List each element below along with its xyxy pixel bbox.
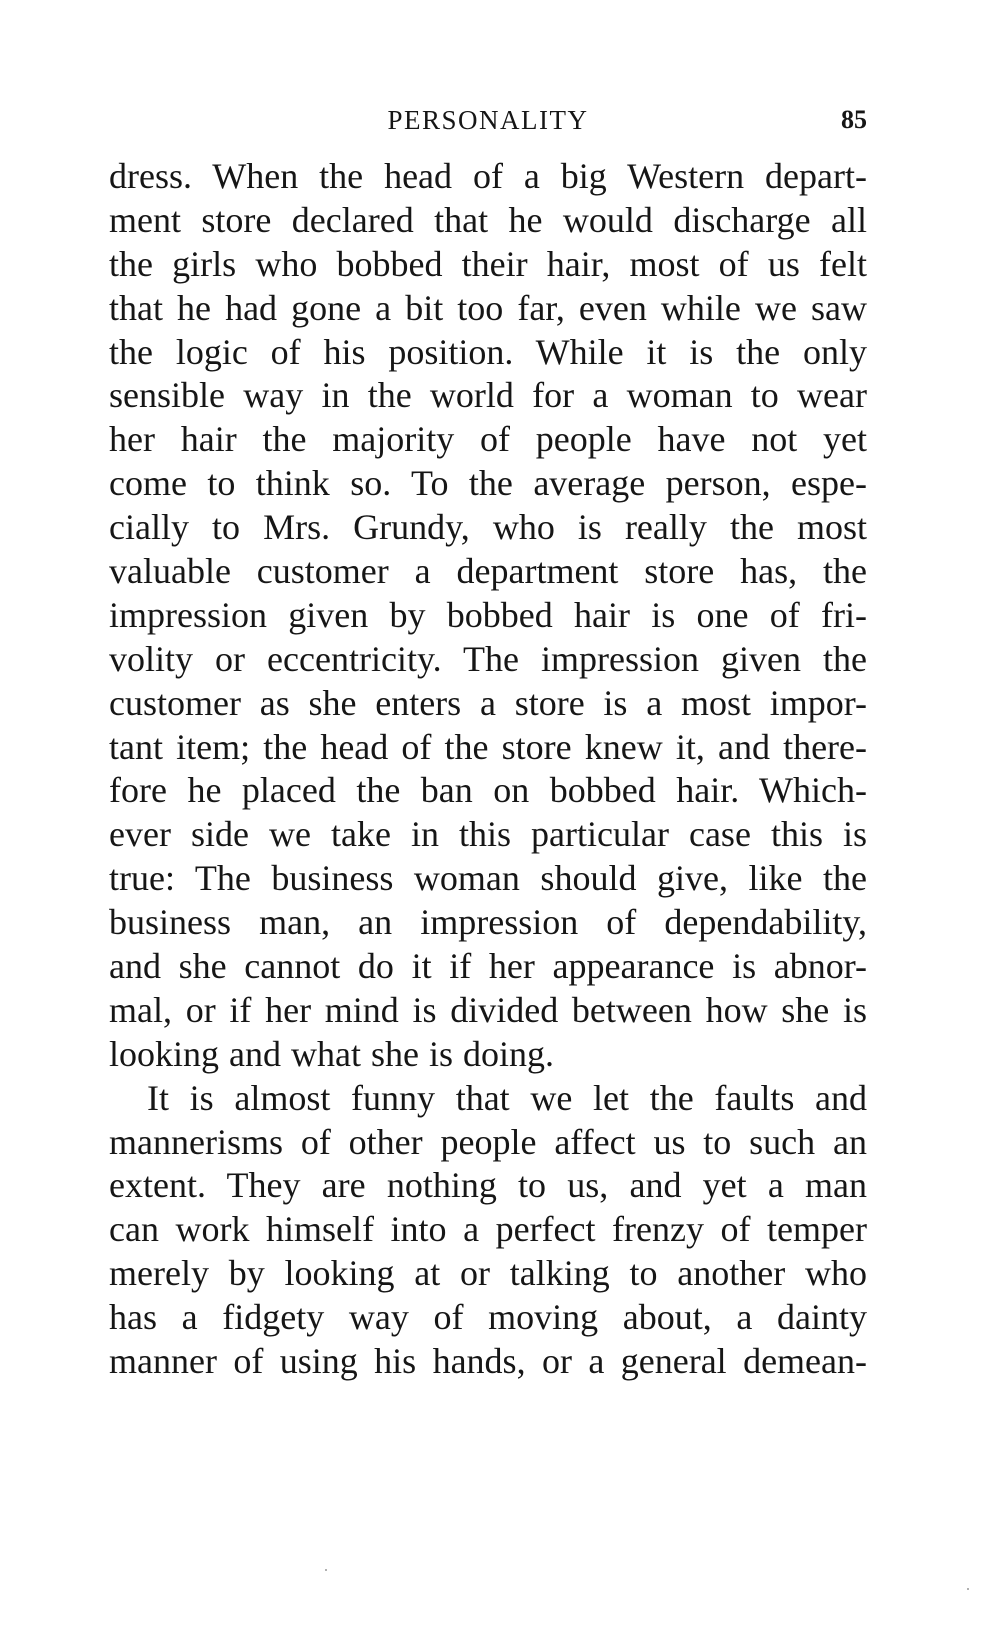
text-line: the logic of his position. While it is the only <box>109 331 867 372</box>
text-line: and she cannot do it if her appearance is abnor- <box>109 946 867 987</box>
running-head <box>109 100 867 140</box>
paragraph <box>109 1077 867 1384</box>
text-line: fore he placed the ban on bobbed hair. Which- <box>109 770 867 811</box>
text-line: mannerisms of other people affect us to such an <box>109 1121 867 1162</box>
text-line: business man, an impression of dependability, <box>109 902 867 943</box>
text-line: manner of using his hands, or a general demean- <box>109 1341 867 1382</box>
text-line: sensible way in the world for a woman to wear <box>109 375 867 416</box>
text-line: has a fidgety way of moving about, a dainty <box>109 1297 867 1338</box>
text-line: It is almost funny that we let the faults and <box>147 1077 867 1118</box>
text-line: her hair the majority of people have not yet <box>109 419 867 460</box>
scan-speck <box>325 1569 327 1571</box>
text-line: impression given by bobbed hair is one of fri- <box>109 594 867 635</box>
text-line: tant item; the head of the store knew it, and there- <box>109 726 867 767</box>
page-title: PERSONALITY <box>387 105 589 135</box>
text-line: extent. They are nothing to us, and yet a man <box>109 1165 867 1206</box>
text-line: can work himself into a perfect frenzy of temper <box>109 1209 867 1250</box>
text-line: ment store declared that he would discharge all <box>109 199 867 240</box>
scan-speck <box>967 1588 969 1590</box>
text-line: merely by looking at or talking to another who <box>109 1253 867 1294</box>
text-line: customer as she enters a store is a most impor- <box>109 682 867 723</box>
page-number: 85 <box>841 105 867 134</box>
text-line: that he had gone a bit too far, even while we saw <box>109 287 867 328</box>
text-line: come to think so. To the average person, espe- <box>109 463 867 504</box>
text-line: dress. When the head of a big Western depart- <box>109 156 867 196</box>
text-line: volity or eccentricity. The impression given the <box>109 638 867 679</box>
text-line: ever side we take in this particular case this is <box>109 814 867 855</box>
body-text <box>109 155 867 1384</box>
text-line: looking and what she is doing. <box>109 1033 554 1074</box>
text-line: the girls who bobbed their hair, most of us felt <box>109 243 867 284</box>
text-line: mal, or if her mind is divided between how she is <box>109 989 867 1030</box>
text-line: valuable customer a department store has, the <box>109 551 867 592</box>
paragraph <box>109 155 867 1077</box>
text-line: cially to Mrs. Grundy, who is really the most <box>109 507 867 548</box>
text-line: true: The business woman should give, like the <box>109 858 867 899</box>
